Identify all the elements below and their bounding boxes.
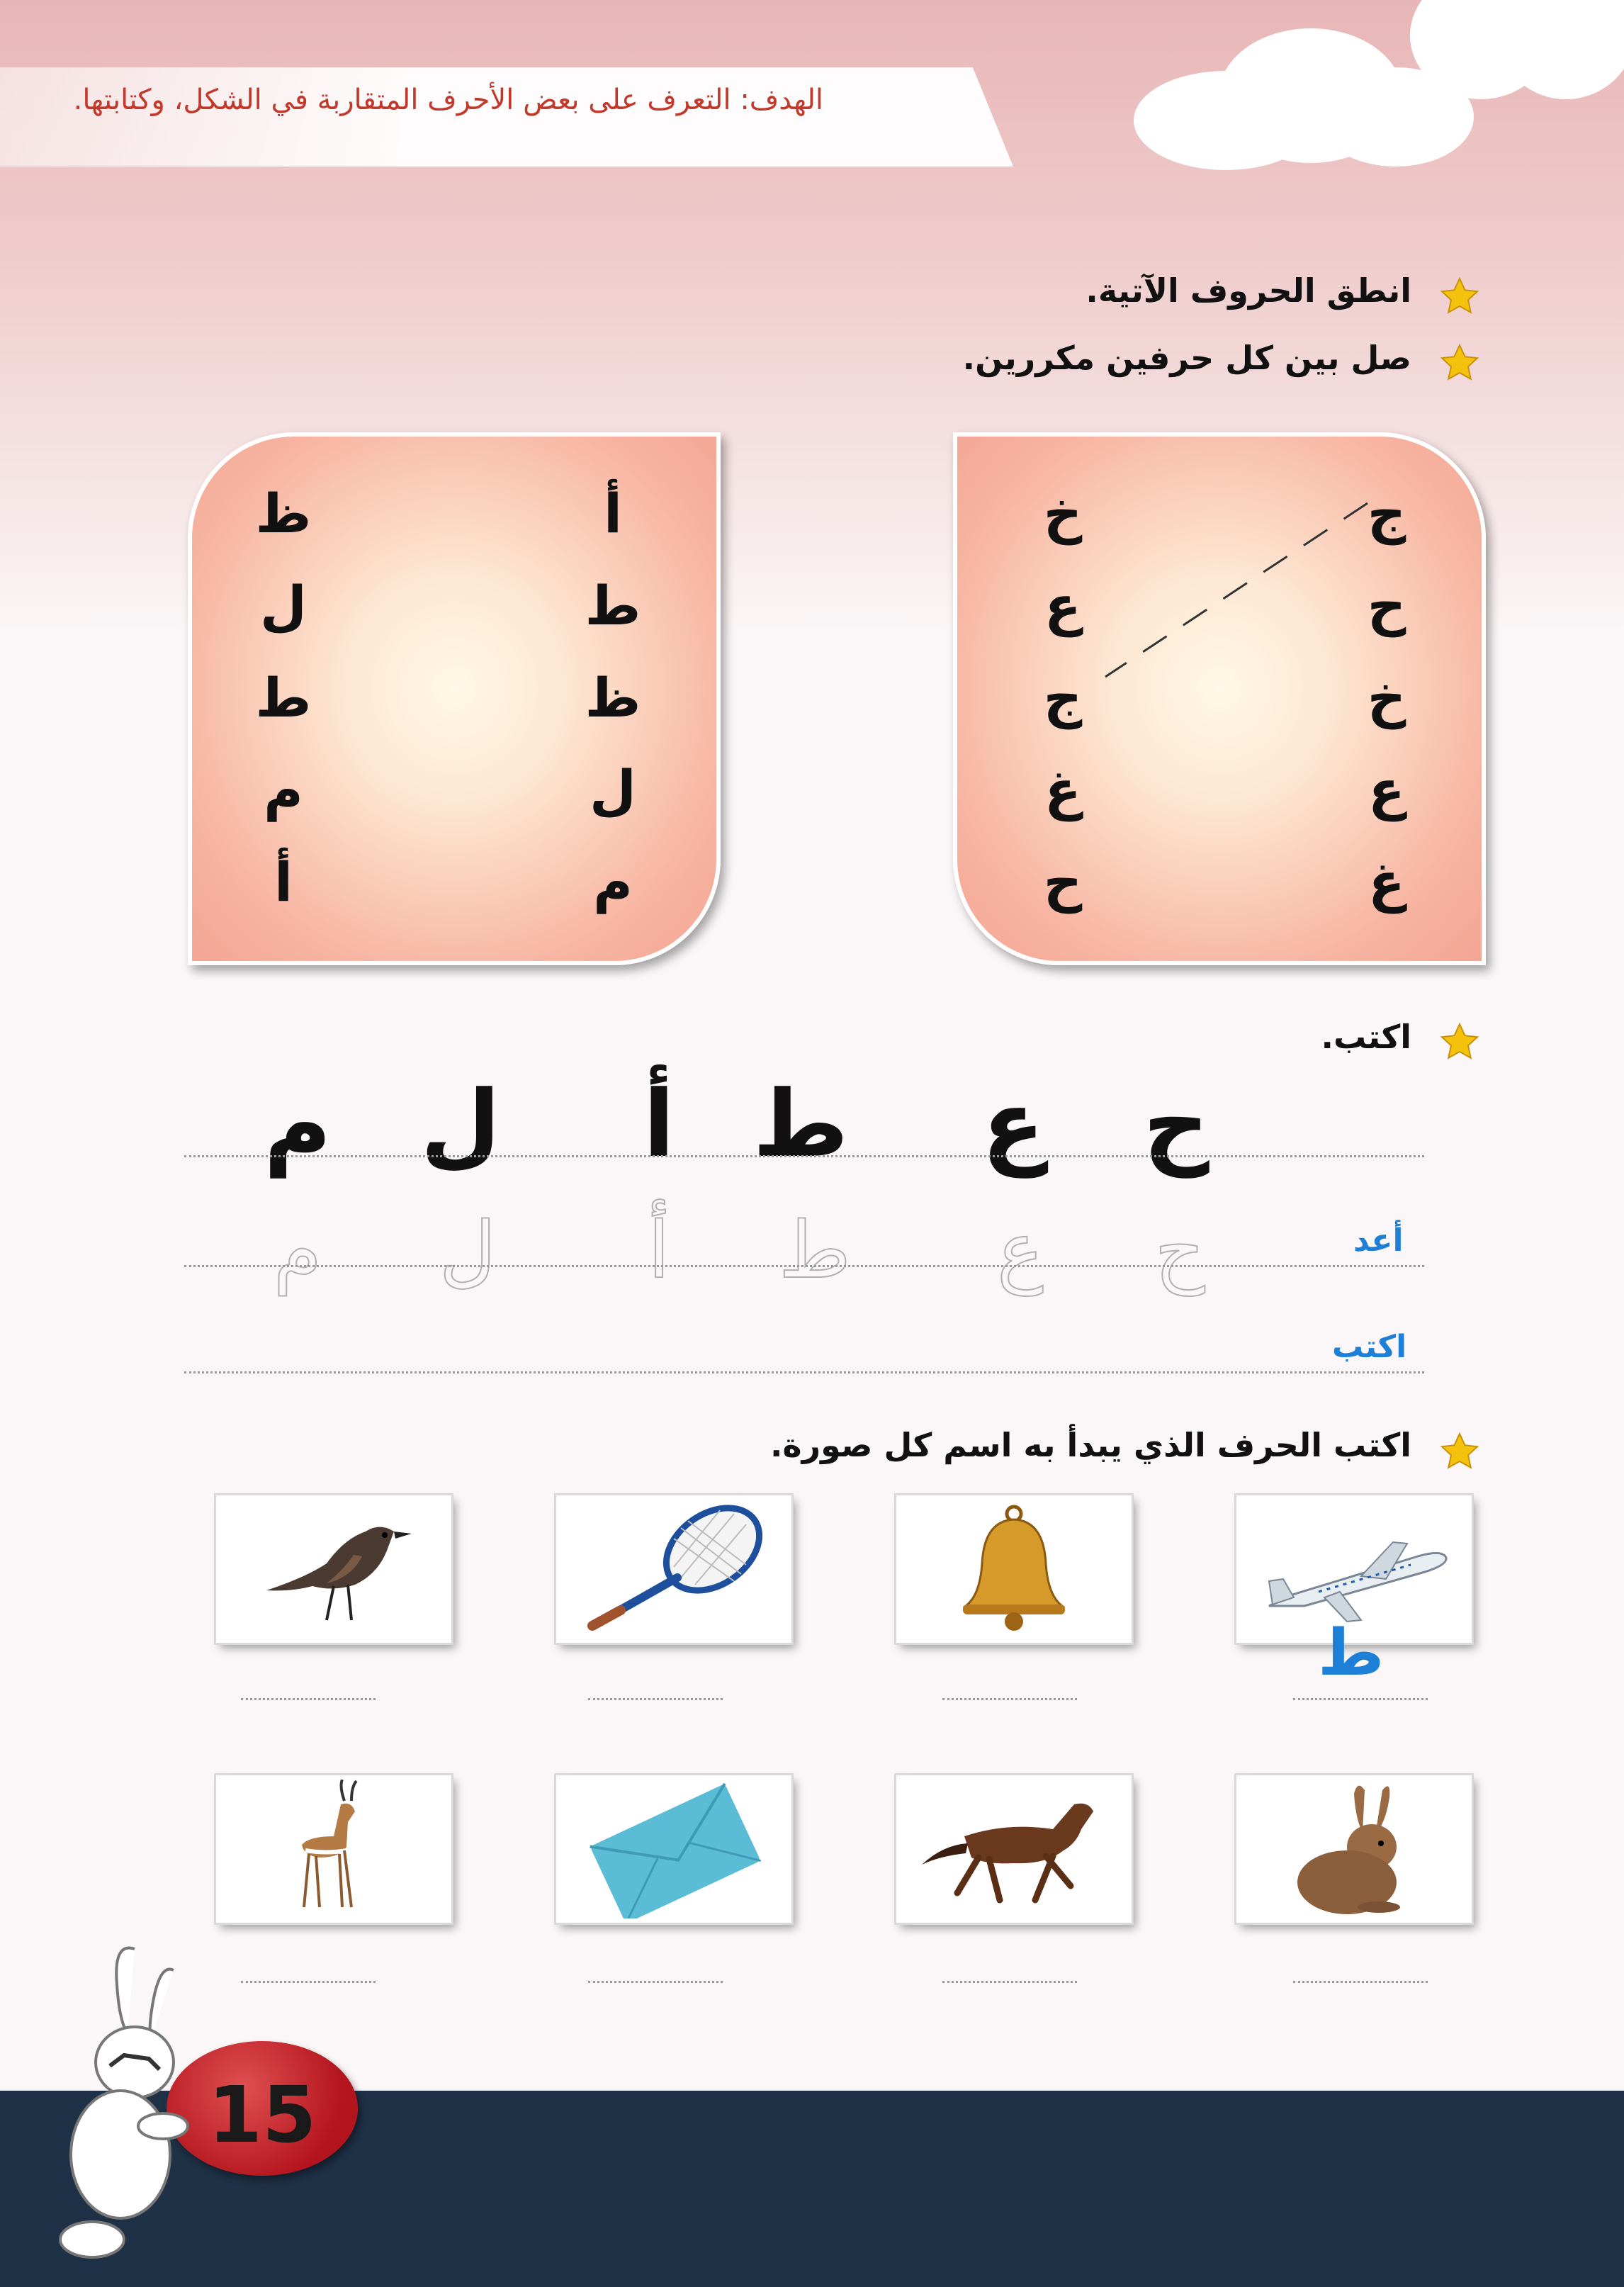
lesson-goal: الهدف: التعرف على بعض الأحرف المتقاربة في الشكل، وكتابتها. [73,84,823,116]
example-connection-line [1084,489,1382,687]
panel-letter[interactable]: ع [1044,574,1081,637]
picture-card-bird [216,1495,451,1643]
trace-letter[interactable]: ط [779,1205,851,1296]
panel-letter[interactable]: غ [1368,850,1405,914]
trace-letter[interactable]: ل [439,1205,496,1296]
writing-line[interactable] [184,1371,1424,1373]
panel-letter[interactable]: ل [590,758,636,821]
rabbit-icon [1241,1780,1467,1918]
writing-line[interactable] [184,1265,1424,1267]
answer-line[interactable] [942,1698,1077,1700]
gazelle-icon [220,1780,447,1918]
tennis-racket-icon [560,1500,787,1639]
answer-line[interactable] [1293,1698,1428,1700]
picture-card-rabbit [1236,1775,1472,1923]
star-icon [1438,1430,1481,1473]
picture-card-horse [896,1775,1132,1923]
model-letter: ط [752,1070,849,1178]
trace-letter[interactable]: أ [648,1205,670,1296]
model-letter: أ [643,1070,675,1178]
panel-letter[interactable]: أ [274,850,293,914]
panel-letter[interactable]: ع [1368,758,1405,821]
label-repeat: أعد [1353,1223,1404,1259]
cloud-icon [1410,0,1624,113]
writing-line [184,1155,1424,1157]
answer-line[interactable] [1293,1981,1428,1983]
panel-letter[interactable]: ل [260,574,307,637]
rabbit-mascot-icon [28,1942,205,2268]
trace-letter[interactable]: م [273,1205,322,1296]
star-icon [1438,342,1481,384]
panel-letter[interactable]: أ [603,482,623,545]
star-icon [1438,1021,1481,1063]
instruction-first-letter: اكتب الحرف الذي يبدأ به اسم كل صورة. [770,1426,1411,1464]
star-icon [1438,275,1481,318]
picture-card-gazelle [216,1775,451,1923]
picture-card-bell [896,1495,1132,1643]
model-letter: ع [981,1070,1045,1178]
instruction-write: اكتب. [1321,1018,1411,1056]
model-letter: ل [420,1070,501,1178]
panel-letter[interactable]: م [264,758,303,821]
trace-letter[interactable]: ع [997,1205,1044,1296]
panel-letter[interactable]: م [593,850,633,914]
picture-card-envelope [556,1775,791,1923]
instruction-pronounce: انطق الحروف الآتية. [1086,271,1411,310]
answer-line[interactable] [942,1981,1077,1983]
panel-letter[interactable]: ح [1367,574,1406,637]
answer-line[interactable] [588,1698,723,1700]
panel-letter[interactable]: ظ [585,666,641,729]
bird-icon [220,1500,447,1639]
bell-icon [901,1500,1127,1639]
panel-letter[interactable]: ج [1367,482,1406,545]
panel-letter[interactable]: خ [1043,482,1083,545]
goal-banner [0,67,1013,167]
answer-line[interactable] [241,1698,376,1700]
trace-letter[interactable]: ح [1154,1205,1205,1296]
answer-example: ط [1318,1616,1385,1690]
panel-letter[interactable]: ط [255,666,312,729]
horse-icon [901,1780,1127,1918]
answer-line[interactable] [588,1981,723,1983]
panel-letter[interactable]: خ [1367,666,1406,729]
envelope-icon [560,1780,787,1918]
answer-line[interactable] [241,1981,376,1983]
panel-letter[interactable]: ظ [255,482,312,545]
model-letter: م [264,1070,332,1178]
page-number: 15 [208,2069,317,2160]
panel-letter[interactable]: ط [585,574,641,637]
panel-letter[interactable]: ح [1043,850,1083,914]
label-write: اكتب [1332,1329,1407,1365]
picture-card-racket [556,1495,791,1643]
panel-letter[interactable]: ج [1043,666,1083,729]
panel-letter[interactable]: غ [1044,758,1081,821]
instruction-connect: صل بين كل حرفين مكررين. [962,339,1411,377]
model-letter: ح [1143,1070,1209,1178]
